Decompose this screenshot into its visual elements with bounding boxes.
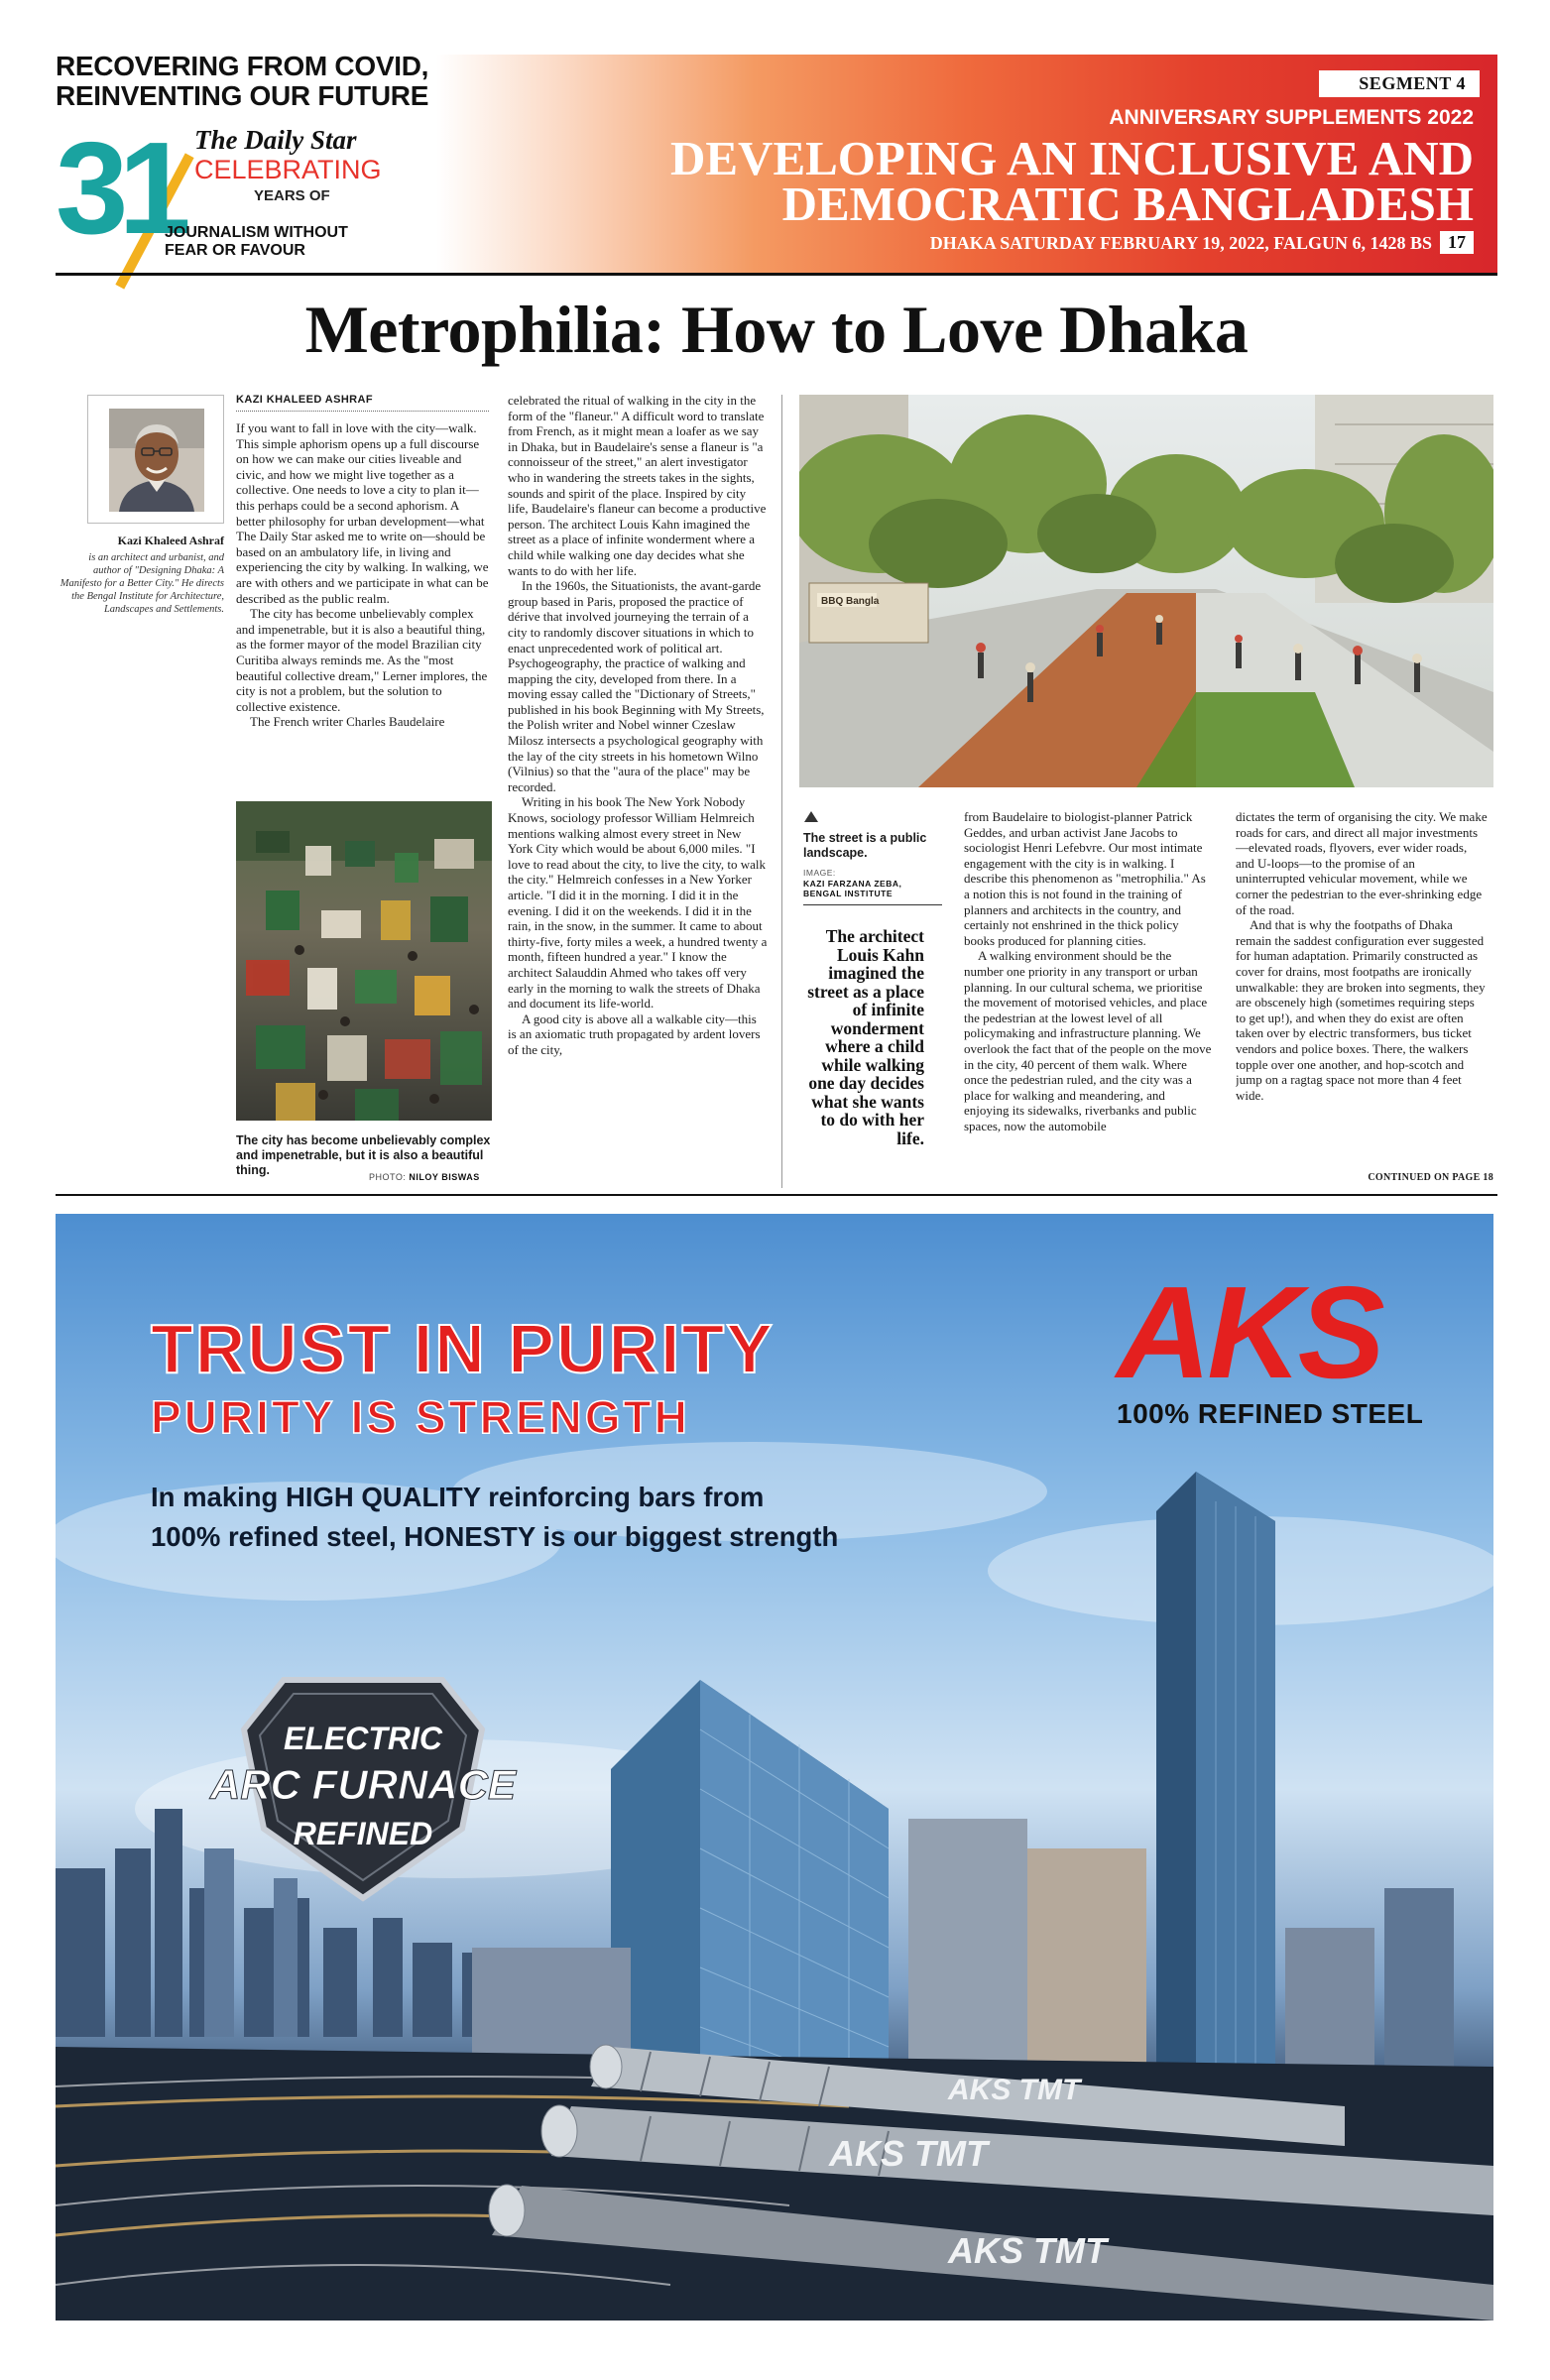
author-bio: is an architect and urbanist, and author of "Designing Dhaka: A Manifesto for a Better City." He directs the Bengal Institute for Architecture, Landscapes and Settlements.: [60, 552, 224, 615]
paragraph: dictates the term of organising the city. We make roads for cars, and direct all major investments—elevated roads, flyovers, ever wider roads, and U-loops—to the promise of an uninterrupted vehicular movement, while we corner the pedestrian to the ever-shrinking edge of the road.: [1236, 809, 1488, 917]
ad-body-line-1: In making HIGH QUALITY reinforcing bars from: [151, 1482, 765, 1512]
photo-caption: The city has become unbelievably complex and impenetrable, but it is also a beautiful thing.: [236, 1133, 491, 1177]
pull-quote: The architect Louis Kahn imagined the street as a place of infinite wonderment where a child while walking one day decides what she wants to do with her life.: [807, 926, 924, 1148]
slogan-line-1: RECOVERING FROM COVID,: [56, 51, 429, 81]
celebrating-label: CELEBRATING: [194, 155, 382, 184]
slogan-line-2: REINVENTING OUR FUTURE: [56, 80, 429, 111]
journalism-line-1: JOURNALISM WITHOUT: [165, 224, 348, 241]
paragraph: In the 1960s, the Situationists, the avant-garde group based in Paris, proposed the practice of dérive that involved journeying the terrain of a city to randomly discover situations in which to enact unprecedented work of political art. Psychogeography, the practice of walking and mapping the city, developed from there. In a moving essay called the "Dictionary of Streets," published in his book Beginning with My Streets, the Polish writer and Nobel winner Czeslaw Milosz intersects a psychological geography with the lay of the city streets in his hometown Wilno (Vilnius) so that the "aura of the place" may be recorded.: [508, 578, 765, 794]
masthead: The Daily Star: [194, 125, 357, 155]
slogan: [56, 52, 432, 111]
badge-line-1: ELECTRIC: [284, 1721, 442, 1756]
paragraph: If you want to fall in love with the city—walk. This simple aphorism opens up a full discourse on how we can make our cities liveable and civic, and how we might live together as a collective. One needs to love a city to plan it—this perhaps could be a second aphorism. A better philosophy for urban development—what The Daily Star asked me to write on—should be based on an ambulatory life, in living and experiencing the city by walking. In walking, we are with others and we participate in what can be described as the public realm.: [236, 420, 489, 606]
anniversary-logo-block: [56, 52, 432, 280]
author-name: Kazi Khaleed Ashraf: [117, 534, 224, 547]
supplement-label: ANNIVERSARY SUPPLEMENTS 2022: [1109, 106, 1474, 129]
aks-steel-advertisement: [56, 1214, 1493, 2320]
journalism-line-2: FEAR OR FAVOUR: [165, 242, 305, 259]
article-column-3: [964, 809, 1212, 1186]
rebar-label: AKS TMT: [948, 2230, 1107, 2271]
dateline: DHAKA SATURDAY FEBRUARY 19, 2022, FALGUN 6, 1428 BS: [929, 233, 1432, 253]
photo-credit: [369, 1172, 480, 1182]
supplement-banner: [436, 55, 1497, 273]
shop-sign: BBQ Bangla: [821, 596, 880, 607]
ad-headline: TRUST IN PURITY: [151, 1310, 775, 1387]
paragraph: The city has become unbelievably complex and impenetrable, but it is also a beautiful thing, as the former mayor of the model Brazilian city Curitiba always reminds me. As the "most beautiful collective dream," Lerner implores, the city is not a problem, but the solution to collective existence.: [236, 606, 488, 714]
aks-tagline: 100% REFINED STEEL: [1117, 1398, 1424, 1429]
aks-logo: AKS: [1117, 1259, 1381, 1405]
article-rule: [56, 1194, 1497, 1196]
badge-line-3: REFINED: [293, 1816, 433, 1851]
paragraph: Writing in his book The New York Nobody Knows, sociology professor William Helmreich mentions walking almost every street in New York City which would be about 6,000 miles. "I love to read about the city, to live the city, to walk the city." Helmreich confesses in a New Yorker article. "I did it in the morning. I did it in the evening. I did it on the weekends. I did it in the rain, in the snow, in the summer. It came to about thirty-five, forty miles a week, a hundred twenty a month, fifteen hundred a year." I know the architect Salauddin Ahmed who takes off very early in the morning to walk the streets of Dhaka and document its life-world.: [508, 794, 768, 1012]
paragraph: And that is why the footpaths of Dhaka remain the saddest configuration ever suggested for human adaptation. Primarily constructed as cover for drains, most footpaths are ironically unwalkable: they are broken into segments, they are obscenely high (sometimes requiring steps to get up!), and when they do exist are often taken over by electric transformers, bus ticket vendors and police boxes. There, the walkers topple over one another, and hop-scotch and jump on a ragtag space not more than 4 feet wide.: [1236, 917, 1486, 1103]
anniversary-number: 31: [56, 115, 181, 261]
image-caption: The street is a public landscape.: [803, 831, 927, 860]
ad-body-line-2: 100% refined steel, HONESTY is our biggest strength: [151, 1521, 839, 1552]
paragraph: A walking environment should be the number one priority in any transport or urban planning. In our cultural schema, we prioritise the movement of motorised vehicles, and place the pedestrian at the lowest level of all policymaking and infrastructure planning. We overlook the fact that of the people on the move in the city, 40 percent of them walk. Where once the pedestrian ruled, and the city was a place for walking and meandering, and enjoying its sidewalks, riverbanks and public spaces, now the automobile: [964, 948, 1212, 1133]
street-landscape-image: [799, 395, 1493, 787]
byline: KAZI KHALEED ASHRAF: [236, 394, 373, 406]
photo-credit-label: PHOTO:: [369, 1172, 407, 1182]
byline-rule: [236, 411, 489, 412]
ad-subheadline: PURITY IS STRENGTH: [151, 1391, 690, 1443]
article-headline: Metrophilia: How to Love Dhaka: [304, 292, 1249, 367]
header-rule: [56, 273, 1497, 276]
supplement-title-line-1: DEVELOPING AN INCLUSIVE AND: [669, 131, 1474, 185]
journalism-tagline: [165, 224, 422, 260]
paragraph: A good city is above all a walkable city—this is an axiomatic truth propagated by ardent lovers of the city,: [508, 1011, 761, 1057]
article-column-4: [1236, 809, 1488, 1176]
page-number: 17: [1440, 231, 1474, 254]
badge-line-2: ARC FURNACE: [210, 1761, 516, 1808]
supplement-title-line-2: DEMOCRATIC BANGLADESH: [781, 177, 1474, 231]
photo-credit-name: NILOY BISWAS: [409, 1172, 480, 1182]
years-of-label: YEARS OF: [254, 187, 330, 204]
caption-triangle-icon: [804, 811, 818, 822]
rebar-label: AKS TMT: [829, 2133, 988, 2174]
paragraph: celebrated the ritual of walking in the city in the form of the "flaneur." A difficult word to translate from French, as it might mean a loafer as we say in Dhaka, but in Baudelaire's sense a flaneur is "a connoisseur of the street," an alert investigator who in wandering the streets takes in the sights, sounds and spirit of the place. Inspired by city life, Baudelaire's flaneur can become a productive person. The architect Louis Kahn imagined the street as a place of infinite wonderment where a child while walking one day decides what she wants to do with her life.: [508, 393, 767, 578]
author-photo: [109, 409, 204, 512]
image-credit-label: IMAGE:: [803, 868, 836, 878]
credit-rule: [803, 904, 942, 905]
paragraph: from Baudelaire to biologist-planner Patrick Geddes, and urban activist Jane Jacobs to sociologist Henri Lefebvre. Our most intimate engagement with the city is in walking. I describe this phenomenon as "metrophilia." As a notion this is not found in the training of planners and architects in the country, and certainly not enshrined in the thick policy books produced for planning cities.: [964, 809, 1206, 948]
image-credit: KAZI FARZANA ZEBA, BENGAL INSTITUTE: [803, 879, 902, 898]
article-column-2: [508, 393, 768, 1186]
column-rule: [781, 395, 782, 1188]
rebar-label: AKS TMT: [948, 2074, 1081, 2106]
traffic-photo: [236, 801, 492, 1121]
paragraph: The French writer Charles Baudelaire: [250, 714, 445, 730]
ad-body: [151, 1478, 964, 1557]
continued-note: CONTINUED ON PAGE 18: [1368, 1172, 1493, 1183]
segment-label: SEGMENT 4: [1319, 70, 1480, 97]
supplement-title: [581, 131, 1474, 231]
article-column-1: [236, 420, 489, 797]
